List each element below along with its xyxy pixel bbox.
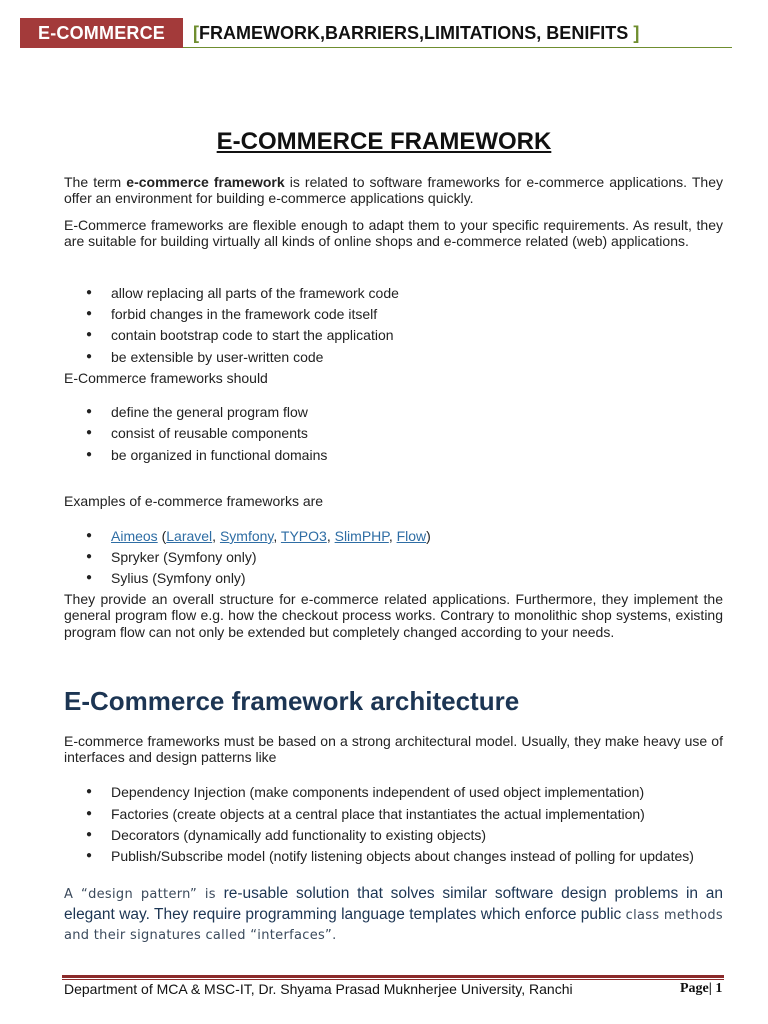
header-title-text: FRAMEWORK,BARRIERS,LIMITATIONS, BENIFITS xyxy=(199,23,629,43)
bullet-icon: ● xyxy=(86,551,93,562)
bullet-icon: ● xyxy=(86,808,93,819)
bullet-icon: ● xyxy=(86,287,93,298)
bullet-icon: ● xyxy=(86,351,93,362)
header-open-bracket: [ xyxy=(193,23,199,43)
intro-post: is related to software frameworks for e-commerce applications. They offer an environment for building e-commerce applications quickly. xyxy=(64,174,724,207)
symfony-link[interactable]: Symfony xyxy=(219,528,274,544)
page-header xyxy=(20,18,732,50)
bullet-icon: ● xyxy=(86,530,93,541)
bullet-icon: ● xyxy=(86,572,93,583)
bullet-icon: ● xyxy=(86,786,93,797)
bullet-icon: ● xyxy=(86,406,93,417)
footer-rule-thin xyxy=(62,979,724,980)
footer-department: Department of MCA & MSC-IT, Dr. Shyama Prasad Muknherjee University, Ranchi xyxy=(64,981,573,997)
structure-paragraph: They provide an overall structure for e-commerce related applications. Furthermore, they implement the general program flow e.g. how the checkout process works. Contrary to monolithic shop systems, existing program flow can not only be extended but completely changed according to your needs. xyxy=(64,591,723,640)
typo3-link[interactable]: TYPO3 xyxy=(280,528,327,544)
quote-body: re-usable solution that solves similar software design problems in an elegant way. They require programming language templates which enforce public xyxy=(64,885,724,923)
header-rule xyxy=(183,47,732,48)
bullet-icon: ● xyxy=(86,329,93,340)
header-close-bracket: ] xyxy=(633,23,640,43)
footer-rule-thick xyxy=(62,975,724,978)
bullet-icon: ● xyxy=(86,308,93,319)
header-tab: E-COMMERCE xyxy=(20,18,183,48)
flow-link[interactable]: Flow xyxy=(396,528,427,544)
bullet-icon: ● xyxy=(86,829,93,840)
slimphp-link[interactable]: SlimPHP xyxy=(334,528,389,544)
intro-pre: The term xyxy=(64,174,122,190)
quote-tail: class methods and their signatures called “interfaces”. xyxy=(64,907,723,943)
bullet-icon: ● xyxy=(86,850,93,861)
examples-label: Examples of e-commerce frameworks are xyxy=(64,493,324,509)
intro-paragraph xyxy=(64,174,723,207)
bullet-icon: ● xyxy=(86,427,93,438)
should-label: E-Commerce frameworks should xyxy=(64,370,268,386)
intro-bold-term: e-commerce framework xyxy=(126,174,285,190)
design-pattern-quote xyxy=(64,884,723,946)
section-heading-architecture: E-Commerce framework architecture xyxy=(64,686,520,716)
header-title xyxy=(193,18,639,48)
flexibility-paragraph: E-Commerce frameworks are flexible enough to adapt them to your specific requirements. As result, they are suitable for building virtually all kinds of online shops and e-commerce related (web) applications. xyxy=(64,217,723,250)
page-number: Page| 1 xyxy=(680,981,723,996)
section-heading-framework: E-COMMERCE FRAMEWORK xyxy=(216,128,552,155)
bullet-icon: ● xyxy=(86,449,93,460)
quote-lead: A “design pattern” is xyxy=(64,887,216,902)
architecture-paragraph: E-commerce frameworks must be based on a strong architectural model. Usually, they make heavy use of interfaces and design patterns like xyxy=(64,733,723,766)
laravel-link[interactable]: Laravel xyxy=(166,528,213,544)
aimeos-link[interactable]: Aimeos xyxy=(111,528,158,544)
